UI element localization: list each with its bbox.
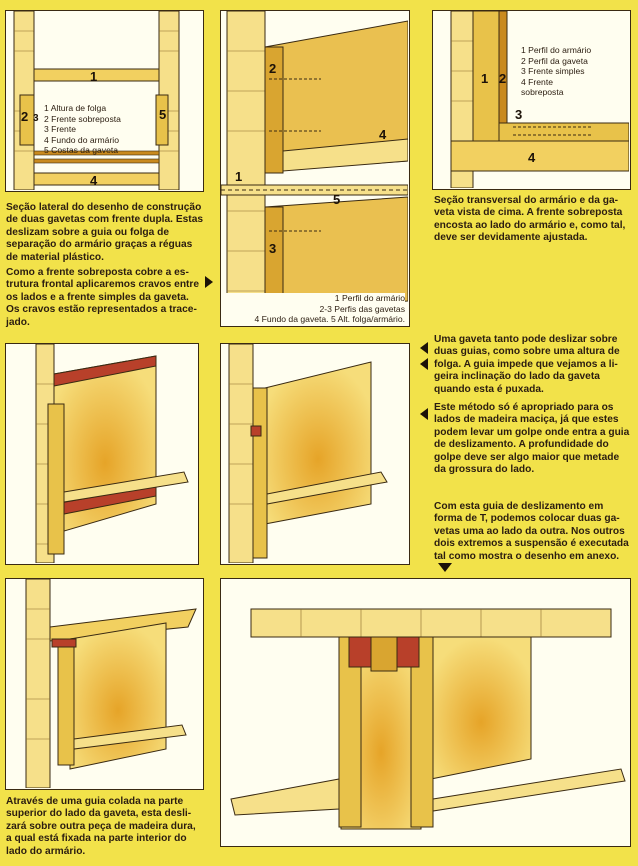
- side-section-drawing: [6, 11, 202, 190]
- two-guides-drawing: [6, 344, 197, 563]
- label-number: 1: [481, 71, 489, 86]
- caption: Seção lateral do desenho de construção de duas gavetas com frente dupla. Estas deslizam sobre a guia ou folga de separação do armário graças a réguas de material plástico.: [6, 202, 204, 263]
- legend: 1 Altura de folga 2 Frente sobreposta 3 Frente 4 Fundo do armário 5 Costas da gaveta: [44, 103, 121, 156]
- label-number: 5: [333, 192, 341, 207]
- label-number: 2: [21, 109, 29, 124]
- right-arrow-icon: [205, 276, 213, 288]
- caption: Através de uma guia colada na parte superior do lado da gaveta, esta deslizará sobre outra peça de madeira dura, a qual está fixada na parte interior do lado do armário.: [6, 796, 196, 857]
- left-arrow-icon: [420, 342, 428, 354]
- groove-guide-drawing: [221, 344, 408, 563]
- legend: 1 Perfil do armário 2-3 Perfis das gavetas 4 Fundo da gaveta. 5 Alt. folga/armário.: [225, 293, 405, 325]
- label-number: 2: [269, 61, 277, 76]
- label-number: 1: [235, 169, 243, 184]
- label-number: 4: [379, 127, 387, 142]
- panel-t-guide: [220, 578, 631, 847]
- caption: Seção transversal do armário e da gaveta vista de cima. A frente sobreposta encosta ao lado do armário e, como tal, deve ser devidamente ajustada.: [434, 195, 626, 244]
- caption: Este método só é apropriado para os lados de madeira maciça, já que estes podem levar um golpe onde entra a guia de deslizamento. A profundidade do golpe deve ser algo maior que metade da grossura do lado.: [434, 402, 630, 476]
- panel-front-section: [220, 10, 410, 327]
- label-number: 4: [528, 150, 536, 165]
- label-number: 3: [33, 113, 39, 124]
- label-number: 5: [159, 107, 167, 122]
- panel-top-guide: [5, 578, 204, 790]
- left-arrow-icon: [420, 358, 428, 370]
- cross-section-drawing: [433, 11, 629, 188]
- caption: Uma gaveta tanto pode deslizar sobre duas guias, como sobre uma altura de folga. A guia impede que vejamos a ligeira inclinação do lado da gaveta quando esta é puxada.: [434, 334, 620, 395]
- panel-two-guides: [5, 343, 199, 565]
- label-number: 1: [90, 69, 98, 84]
- down-arrow-icon: [438, 563, 452, 572]
- label-number: 3: [269, 241, 277, 256]
- caption: Com esta guia de deslizamento em forma de T, podemos colocar duas gavetas uma ao lado da outra. Nos outros dois extremos a suspensão é executada tal como mostra o desenho em anexo.: [434, 501, 629, 562]
- label-number: 3: [515, 107, 523, 122]
- front-section-drawing: [221, 11, 408, 325]
- t-guide-drawing: [221, 579, 629, 845]
- panel-side-section: [5, 10, 204, 192]
- legend: 1 Perfil do armário 2 Perfil da gaveta 3 Frente simples 4 Frente sobreposta: [521, 45, 592, 98]
- top-guide-drawing: [6, 579, 202, 788]
- panel-groove-guide: [220, 343, 410, 565]
- left-arrow-icon: [420, 408, 428, 420]
- label-number: 4: [90, 173, 98, 188]
- panel-cross-section: [432, 10, 631, 190]
- label-number: 2: [499, 71, 507, 86]
- caption: Como a frente sobreposta cobre a estrutura frontal aplicaremos cravos entre os lados e a frente simples da gaveta. Os cravos estão representados a tracejado.: [6, 267, 200, 328]
